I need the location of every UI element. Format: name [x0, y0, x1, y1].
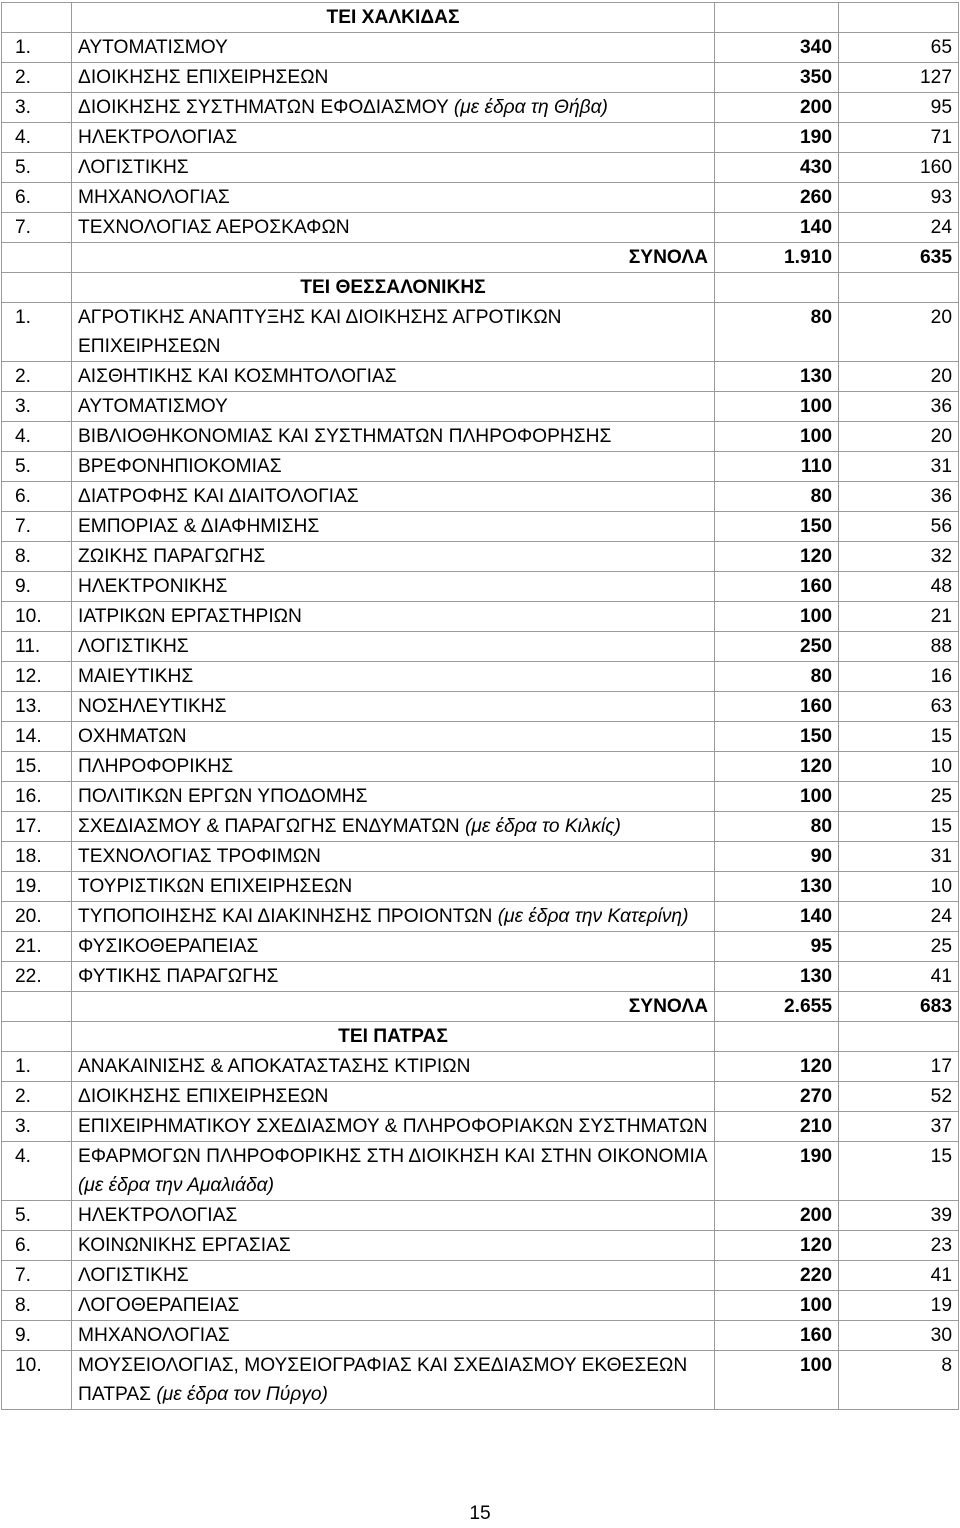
department-cell [72, 722, 715, 752]
department-cell [72, 63, 715, 93]
capacity-value: 130 [715, 362, 839, 392]
department-row [2, 362, 959, 392]
admitted-value: 32 [839, 542, 959, 572]
department-name: ΑΓΡΟΤΙΚΗΣ ΑΝΑΠΤΥΞΗΣ ΚΑΙ ΔΙΟΙΚΗΣΗΣ ΑΓΡΟΤΙΚΩΝ ΕΠΙΧΕΙΡΗΣΕΩΝ [78, 307, 562, 357]
department-row [2, 572, 959, 602]
department-name: ΔΙΟΙΚΗΣΗΣ ΣΥΣΤΗΜΑΤΩΝ ΕΦΟΔΙΑΣΜΟΥ [78, 97, 449, 118]
department-row [2, 1201, 959, 1231]
department-name: ΕΜΠΟΡΙΑΣ & ΔΙΑΦΗΜΙΣΗΣ [78, 516, 320, 537]
capacity-value: 140 [715, 902, 839, 932]
department-cell [72, 392, 715, 422]
admitted-value: 71 [839, 123, 959, 153]
capacity-value: 210 [715, 1112, 839, 1142]
row-number: 3. [2, 1112, 72, 1142]
capacity-value: 100 [715, 422, 839, 452]
department-note: (με έδρα την Κατερίνη) [497, 906, 689, 927]
totals-label: ΣΥΝΟΛΑ [72, 243, 715, 273]
department-cell [72, 572, 715, 602]
admitted-value: 10 [839, 752, 959, 782]
capacity-value: 130 [715, 962, 839, 992]
department-row [2, 93, 959, 123]
capacity-value: 100 [715, 392, 839, 422]
department-row [2, 1231, 959, 1261]
admitted-value: 19 [839, 1291, 959, 1321]
capacity-value: 270 [715, 1082, 839, 1112]
totals-capacity: 1.910 [715, 243, 839, 273]
row-number: 8. [2, 1291, 72, 1321]
department-cell [72, 1082, 715, 1112]
admitted-value: 41 [839, 1261, 959, 1291]
department-name: ΤΕΧΝΟΛΟΓΙΑΣ ΤΡΟΦΙΜΩΝ [78, 846, 321, 867]
department-name: ΛΟΓΙΣΤΙΚΗΣ [78, 1265, 189, 1286]
admissions-table [1, 2, 959, 1410]
department-note: (με έδρα το Κιλκίς) [464, 816, 621, 837]
capacity-value: 150 [715, 512, 839, 542]
department-cell [72, 183, 715, 213]
department-cell [72, 1231, 715, 1261]
department-row [2, 812, 959, 842]
admitted-value: 20 [839, 303, 959, 362]
department-name: ΒΡΕΦΟΝΗΠΙΟΚΟΜΙΑΣ [78, 456, 282, 477]
capacity-value: 120 [715, 752, 839, 782]
admitted-value: 56 [839, 512, 959, 542]
department-name: ΛΟΓΟΘΕΡΑΠΕΙΑΣ [78, 1295, 240, 1316]
row-number: 1. [2, 303, 72, 362]
department-name: ΗΛΕΚΤΡΟΛΟΓΙΑΣ [78, 127, 238, 148]
department-cell [72, 1351, 715, 1410]
department-row [2, 482, 959, 512]
row-number: 4. [2, 123, 72, 153]
admitted-value: 52 [839, 1082, 959, 1112]
admitted-value: 31 [839, 842, 959, 872]
row-number: 10. [2, 1351, 72, 1410]
empty-cell [2, 243, 72, 273]
capacity-value: 190 [715, 1142, 839, 1201]
department-row [2, 303, 959, 362]
department-name: ΦΥΣΙΚΟΘΕΡΑΠΕΙΑΣ [78, 936, 259, 957]
row-number: 17. [2, 812, 72, 842]
empty-cell [2, 3, 72, 33]
admitted-value: 37 [839, 1112, 959, 1142]
department-row [2, 962, 959, 992]
department-cell [72, 842, 715, 872]
department-row [2, 932, 959, 962]
department-name: ΠΟΛΙΤΙΚΩΝ ΕΡΓΩΝ ΥΠΟΔΟΜΗΣ [78, 786, 368, 807]
department-cell [72, 1321, 715, 1351]
totals-admitted: 683 [839, 992, 959, 1022]
department-cell [72, 692, 715, 722]
department-cell [72, 1142, 715, 1201]
section-header [2, 3, 959, 33]
department-cell [72, 632, 715, 662]
capacity-value: 340 [715, 33, 839, 63]
department-name: ΟΧΗΜΑΤΩΝ [78, 726, 187, 747]
section-header [2, 1022, 959, 1052]
admitted-value: 15 [839, 812, 959, 842]
page-number: 15 [469, 1503, 491, 1524]
department-name: ΑΥΤΟΜΑΤΙΣΜΟΥ [78, 396, 228, 417]
capacity-value: 95 [715, 932, 839, 962]
capacity-value: 80 [715, 482, 839, 512]
row-number: 5. [2, 452, 72, 482]
department-cell [72, 542, 715, 572]
empty-cell [839, 273, 959, 303]
department-row [2, 1142, 959, 1201]
totals-row [2, 243, 959, 273]
capacity-value: 250 [715, 632, 839, 662]
department-name: ΕΠΙΧΕΙΡΗΜΑΤΙΚΟΥ ΣΧΕΔΙΑΣΜΟΥ & ΠΛΗΡΟΦΟΡΙΑΚΩΝ ΣΥΣΤΗΜΑΤΩΝ [78, 1116, 708, 1137]
capacity-value: 220 [715, 1261, 839, 1291]
department-note: (με έδρα τον Πύργο) [156, 1384, 328, 1405]
department-name: ΙΑΤΡΙΚΩΝ ΕΡΓΑΣΤΗΡΙΩΝ [78, 606, 302, 627]
row-number: 11. [2, 632, 72, 662]
department-name: ΤΥΠΟΠΟΙΗΣΗΣ ΚΑΙ ΔΙΑΚΙΝΗΣΗΣ ΠΡΟΙΟΝΤΩΝ [78, 906, 493, 927]
admitted-value: 127 [839, 63, 959, 93]
department-cell [72, 482, 715, 512]
department-cell [72, 902, 715, 932]
department-row [2, 602, 959, 632]
row-number: 6. [2, 183, 72, 213]
capacity-value: 200 [715, 93, 839, 123]
department-row [2, 902, 959, 932]
department-name: ΑΥΤΟΜΑΤΙΣΜΟΥ [78, 37, 228, 58]
section-header [2, 273, 959, 303]
department-row [2, 542, 959, 572]
department-cell [72, 362, 715, 392]
department-cell [72, 153, 715, 183]
department-name: ΔΙΟΙΚΗΣΗΣ ΕΠΙΧΕΙΡΗΣΕΩΝ [78, 67, 329, 88]
department-name: ΠΛΗΡΟΦΟΡΙΚΗΣ [78, 756, 234, 777]
row-number: 20. [2, 902, 72, 932]
admitted-value: 15 [839, 1142, 959, 1201]
admitted-value: 15 [839, 722, 959, 752]
row-number: 2. [2, 362, 72, 392]
department-name: ΛΟΓΙΣΤΙΚΗΣ [78, 636, 189, 657]
department-row [2, 1321, 959, 1351]
row-number: 5. [2, 153, 72, 183]
capacity-value: 350 [715, 63, 839, 93]
row-number: 2. [2, 63, 72, 93]
department-name: ΦΥΤΙΚΗΣ ΠΑΡΑΓΩΓΗΣ [78, 966, 279, 987]
department-cell [72, 1261, 715, 1291]
row-number: 3. [2, 392, 72, 422]
row-number: 22. [2, 962, 72, 992]
department-name: ΜΑΙΕΥΤΙΚΗΣ [78, 666, 194, 687]
admitted-value: 24 [839, 213, 959, 243]
row-number: 2. [2, 1082, 72, 1112]
department-name: ΣΧΕΔΙΑΣΜΟΥ & ΠΑΡΑΓΩΓΗΣ ΕΝΔΥΜΑΤΩΝ [78, 816, 460, 837]
department-cell [72, 1201, 715, 1231]
department-row [2, 872, 959, 902]
admitted-value: 25 [839, 932, 959, 962]
department-cell [72, 1112, 715, 1142]
totals-admitted: 635 [839, 243, 959, 273]
department-cell [72, 962, 715, 992]
department-cell [72, 213, 715, 243]
department-row [2, 452, 959, 482]
capacity-value: 150 [715, 722, 839, 752]
department-name: ΖΩΙΚΗΣ ΠΑΡΑΓΩΓΗΣ [78, 546, 266, 567]
admitted-value: 30 [839, 1321, 959, 1351]
admitted-value: 93 [839, 183, 959, 213]
empty-cell [839, 1022, 959, 1052]
totals-capacity: 2.655 [715, 992, 839, 1022]
row-number: 1. [2, 1052, 72, 1082]
admitted-value: 63 [839, 692, 959, 722]
admitted-value: 36 [839, 392, 959, 422]
capacity-value: 80 [715, 662, 839, 692]
totals-row [2, 992, 959, 1022]
row-number: 4. [2, 1142, 72, 1201]
department-name: ΕΦΑΡΜΟΓΩΝ ΠΛΗΡΟΦΟΡΙΚΗΣ ΣΤΗ ΔΙΟΙΚΗΣΗ ΚΑΙ ΣΤΗΝ ΟΙΚΟΝΟΜΙΑ [78, 1146, 707, 1167]
totals-label: ΣΥΝΟΛΑ [72, 992, 715, 1022]
department-row [2, 1082, 959, 1112]
department-row [2, 213, 959, 243]
department-row [2, 632, 959, 662]
department-cell [72, 932, 715, 962]
section-title: ΤΕΙ ΠΑΤΡΑΣ [72, 1022, 715, 1052]
department-cell [72, 872, 715, 902]
capacity-value: 160 [715, 572, 839, 602]
department-note: (με έδρα τη Θήβα) [453, 97, 608, 118]
department-cell [72, 1052, 715, 1082]
admitted-value: 39 [839, 1201, 959, 1231]
row-number: 13. [2, 692, 72, 722]
department-row [2, 1261, 959, 1291]
department-name: ΛΟΓΙΣΤΙΚΗΣ [78, 157, 189, 178]
department-name: ΤΕΧΝΟΛΟΓΙΑΣ ΑΕΡΟΣΚΑΦΩΝ [78, 217, 350, 238]
admitted-value: 20 [839, 362, 959, 392]
department-row [2, 1351, 959, 1410]
department-cell [72, 782, 715, 812]
department-name: ΜΟΥΣΕΙΟΛΟΓΙΑΣ, ΜΟΥΣΕΙΟΓΡΑΦΙΑΣ ΚΑΙ ΣΧΕΔΙΑΣΜΟΥ ΕΚΘΕΣΕΩΝ ΠΑΤΡΑΣ [78, 1355, 688, 1405]
department-row [2, 123, 959, 153]
row-number: 6. [2, 482, 72, 512]
department-cell [72, 662, 715, 692]
row-number: 7. [2, 1261, 72, 1291]
department-row [2, 1052, 959, 1082]
department-row [2, 33, 959, 63]
capacity-value: 90 [715, 842, 839, 872]
admitted-value: 8 [839, 1351, 959, 1410]
department-name: ΔΙΟΙΚΗΣΗΣ ΕΠΙΧΕΙΡΗΣΕΩΝ [78, 1086, 329, 1107]
capacity-value: 160 [715, 1321, 839, 1351]
row-number: 15. [2, 752, 72, 782]
capacity-value: 100 [715, 1351, 839, 1410]
department-row [2, 183, 959, 213]
capacity-value: 100 [715, 1291, 839, 1321]
admitted-value: 160 [839, 153, 959, 183]
admitted-value: 24 [839, 902, 959, 932]
capacity-value: 130 [715, 872, 839, 902]
capacity-value: 200 [715, 1201, 839, 1231]
department-cell [72, 93, 715, 123]
admitted-value: 95 [839, 93, 959, 123]
empty-cell [2, 992, 72, 1022]
department-row [2, 422, 959, 452]
department-name: ΔΙΑΤΡΟΦΗΣ ΚΑΙ ΔΙΑΙΤΟΛΟΓΙΑΣ [78, 486, 359, 507]
department-cell [72, 123, 715, 153]
admitted-value: 23 [839, 1231, 959, 1261]
row-number: 9. [2, 572, 72, 602]
row-number: 6. [2, 1231, 72, 1261]
department-name: ΝΟΣΗΛΕΥΤΙΚΗΣ [78, 696, 227, 717]
department-cell [72, 452, 715, 482]
row-number: 16. [2, 782, 72, 812]
department-row [2, 722, 959, 752]
capacity-value: 120 [715, 1052, 839, 1082]
row-number: 7. [2, 512, 72, 542]
admitted-value: 88 [839, 632, 959, 662]
row-number: 4. [2, 422, 72, 452]
empty-cell [839, 3, 959, 33]
department-row [2, 842, 959, 872]
admitted-value: 25 [839, 782, 959, 812]
row-number: 14. [2, 722, 72, 752]
admitted-value: 16 [839, 662, 959, 692]
capacity-value: 100 [715, 782, 839, 812]
capacity-value: 120 [715, 1231, 839, 1261]
empty-cell [715, 1022, 839, 1052]
department-cell [72, 812, 715, 842]
empty-cell [2, 1022, 72, 1052]
department-cell [72, 33, 715, 63]
department-name: ΚΟΙΝΩΝΙΚΗΣ ΕΡΓΑΣΙΑΣ [78, 1235, 291, 1256]
department-name: ΗΛΕΚΤΡΟΝΙΚΗΣ [78, 576, 228, 597]
section-title: ΤΕΙ ΘΕΣΣΑΛΟΝΙΚΗΣ [72, 273, 715, 303]
department-row [2, 662, 959, 692]
capacity-value: 190 [715, 123, 839, 153]
department-cell [72, 422, 715, 452]
department-cell [72, 752, 715, 782]
capacity-value: 80 [715, 812, 839, 842]
row-number: 3. [2, 93, 72, 123]
department-cell [72, 1291, 715, 1321]
empty-cell [715, 3, 839, 33]
admitted-value: 31 [839, 452, 959, 482]
row-number: 7. [2, 213, 72, 243]
admitted-value: 21 [839, 602, 959, 632]
row-number: 5. [2, 1201, 72, 1231]
department-name: ΗΛΕΚΤΡΟΛΟΓΙΑΣ [78, 1205, 238, 1226]
department-row [2, 752, 959, 782]
department-row [2, 392, 959, 422]
capacity-value: 260 [715, 183, 839, 213]
capacity-value: 110 [715, 452, 839, 482]
department-name: ΤΟΥΡΙΣΤΙΚΩΝ ΕΠΙΧΕΙΡΗΣΕΩΝ [78, 876, 353, 897]
empty-cell [2, 273, 72, 303]
department-cell [72, 303, 715, 362]
row-number: 10. [2, 602, 72, 632]
department-name: ΜΗΧΑΝΟΛΟΓΙΑΣ [78, 187, 230, 208]
row-number: 12. [2, 662, 72, 692]
capacity-value: 140 [715, 213, 839, 243]
department-row [2, 1112, 959, 1142]
admitted-value: 48 [839, 572, 959, 602]
admitted-value: 36 [839, 482, 959, 512]
admitted-value: 20 [839, 422, 959, 452]
capacity-value: 120 [715, 542, 839, 572]
department-row [2, 692, 959, 722]
department-note: (με έδρα την Αμαλιάδα) [78, 1175, 274, 1196]
admitted-value: 17 [839, 1052, 959, 1082]
department-cell [72, 602, 715, 632]
department-row [2, 512, 959, 542]
department-row [2, 63, 959, 93]
department-row [2, 153, 959, 183]
capacity-value: 430 [715, 153, 839, 183]
capacity-value: 80 [715, 303, 839, 362]
department-name: ΒΙΒΛΙΟΘΗΚΟΝΟΜΙΑΣ ΚΑΙ ΣΥΣΤΗΜΑΤΩΝ ΠΛΗΡΟΦΟΡΗΣΗΣ [78, 426, 612, 447]
department-row [2, 1291, 959, 1321]
empty-cell [715, 273, 839, 303]
row-number: 19. [2, 872, 72, 902]
department-cell [72, 512, 715, 542]
capacity-value: 160 [715, 692, 839, 722]
admitted-value: 41 [839, 962, 959, 992]
capacity-value: 100 [715, 602, 839, 632]
department-name: ΑΙΣΘΗΤΙΚΗΣ ΚΑΙ ΚΟΣΜΗΤΟΛΟΓΙΑΣ [78, 366, 397, 387]
admitted-value: 65 [839, 33, 959, 63]
department-name: ΜΗΧΑΝΟΛΟΓΙΑΣ [78, 1325, 230, 1346]
row-number: 9. [2, 1321, 72, 1351]
row-number: 1. [2, 33, 72, 63]
department-row [2, 782, 959, 812]
row-number: 21. [2, 932, 72, 962]
department-name: ΑΝΑΚΑΙΝΙΣΗΣ & ΑΠΟΚΑΤΑΣΤΑΣΗΣ ΚΤΙΡΙΩΝ [78, 1056, 471, 1077]
row-number: 18. [2, 842, 72, 872]
admitted-value: 10 [839, 872, 959, 902]
section-title: ΤΕΙ ΧΑΛΚΙΔΑΣ [72, 3, 715, 33]
row-number: 8. [2, 542, 72, 572]
